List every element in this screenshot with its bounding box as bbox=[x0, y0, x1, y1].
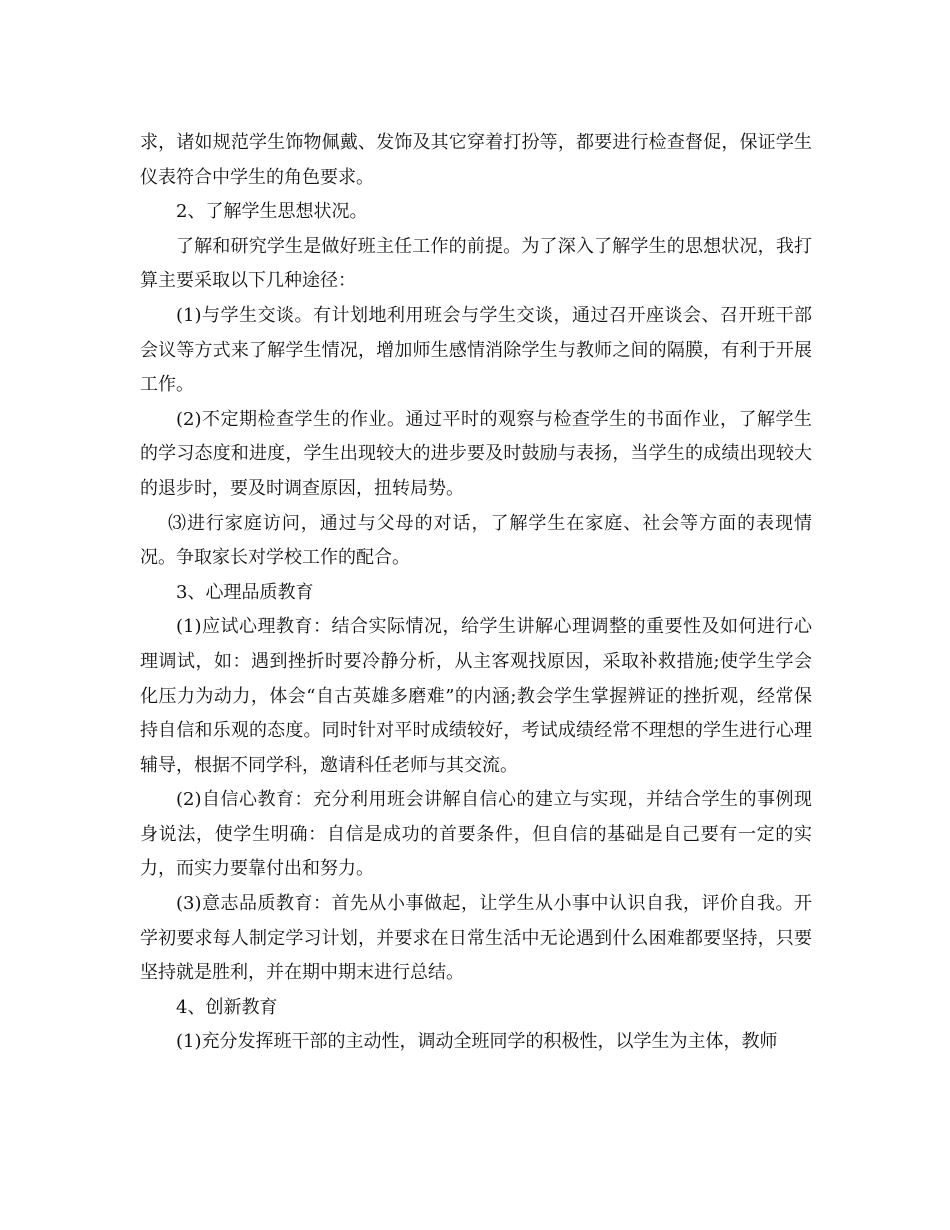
paragraph: 了解和研究学生是做好班主任工作的前提。为了深入了解学生的思想状况，我打算主要采取以下几种途径： bbox=[140, 235, 812, 292]
section-heading-2: 2、了解学生思想状况。 bbox=[176, 201, 368, 223]
list-item-1: (1)应试心理教育：结合实际情况，给学生讲解心理调整的重要性及如何进行心理调试，如：遇到挫折时要冷静分析，从主客观找原因，采取补救措施;使学生学会化压力为动力，体会“自古英雄多磨难”的内涵;教会学生掌握辨证的挫折观，经常保持自信和乐观的态度。同时针对平时成绩较好，考试成绩经常不理想的学生进行心理辅导，根据不同学科，邀请科任老师与其交流。 bbox=[140, 616, 812, 776]
document-body bbox=[140, 126, 812, 1060]
paragraph-continuation: 求，诸如规范学生饰物佩戴、发饰及其它穿着打扮等，都要进行检查督促，保证学生仪表符合中学生的角色要求。 bbox=[140, 132, 812, 188]
list-item-1: (1)充分发挥班干部的主动性，调动全班同学的积极性，以学生为主体，教师 bbox=[176, 1031, 778, 1053]
list-item-3: (3)意志品质教育：首先从小事做起，让学生从小事中认识自我，评价自我。开学初要求每人制定学习计划，并要求在日常生活中无论遇到什么困难都要坚持，只要坚持就是胜利，并在期中期末进行总结。 bbox=[140, 893, 812, 984]
list-item-1: (1)与学生交谈。有计划地利用班会与学生交谈，通过召开座谈会、召开班干部会议等方式来了解学生情况，增加师生感情消除学生与教师之间的隔膜，有利于开展工作。 bbox=[140, 304, 812, 396]
list-item-3: ⑶进行家庭访问，通过与父母的对话，了解学生在家庭、社会等方面的表现情况。争取家长对学校工作的配合。 bbox=[140, 512, 812, 569]
section-heading-4: 4、创新教育 bbox=[176, 996, 278, 1018]
section-heading-3: 3、心理品质教育 bbox=[176, 581, 314, 603]
list-item-2: (2)不定期检查学生的作业。通过平时的观察与检查学生的书面作业，了解学生的学习态度和进度，学生出现较大的进步要及时鼓励与表扬，当学生的成绩出现较大的退步时，要及时调查原因，扭转局势。 bbox=[140, 408, 812, 499]
list-item-2: (2)自信心教育：充分利用班会讲解自信心的建立与实现，并结合学生的事例现身说法，使学生明确：自信是成功的首要条件，但自信的基础是自己要有一定的实力，而实力要靠付出和努力。 bbox=[140, 789, 812, 880]
